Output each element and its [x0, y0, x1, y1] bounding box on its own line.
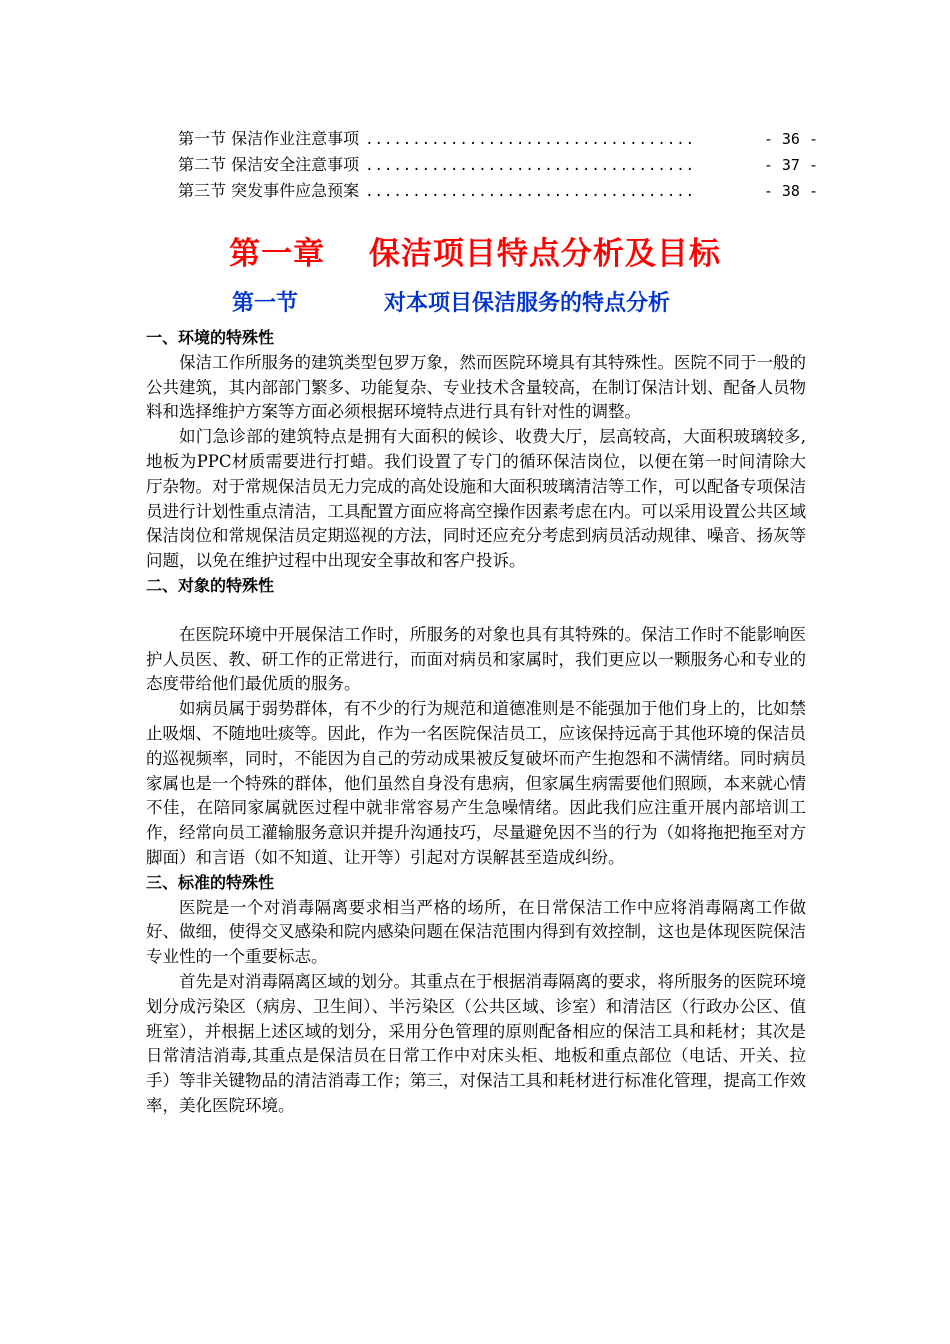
section-number: 第一节 [232, 291, 299, 316]
toc-page-number: - 36 - [763, 130, 818, 148]
table-of-contents [178, 126, 818, 204]
subsection-heading: 二、对象的特殊性 [146, 575, 275, 595]
body-text [146, 326, 806, 1119]
paragraph: 医院是一个对消毒隔离要求相当严格的场所，在日常保洁工作中应将消毒隔离工作做好、做细，使得交叉感染和院内感染问题在保洁范围内得到有效控制，这也是体现医院保洁专业性的一个重要标志。 [146, 897, 806, 967]
paragraph: 保洁工作所服务的建筑类型包罗万象，然而医院环境具有其特殊性。医院不同于一般的公共建筑，其内部部门繁多、功能复杂、专业技术含量较高，在制订保洁计划、配备人员物料和选择维护方案等方面必须根据环境特点进行具有针对性的调整。 [146, 352, 806, 422]
paragraph: 在医院环境中开展保洁工作时，所服务的对象也具有其特殊的。保洁工作时不能影响医护人员医、教、研工作的正常进行，而面对病员和家属时，我们更应以一颗服务心和专业的态度带给他们最优质的服务。 [146, 624, 806, 694]
paragraph: 如病员属于弱势群体，有不少的行为规范和道德准则是不能强加于他们身上的，比如禁止吸烟、不随地吐痰等。因此，作为一名医院保洁员工，应该保持远高于其他环境的保洁员的巡视频率，同时，不能因为自己的劳动成果被反复破坏而产生抱怨和不满情绪。同时病员家属也是一个特殊的群体，他们虽然自身没有患病，但家属生病需要他们照顾，本来就心情不佳，在陪同家属就医过程中就非常容易产生急噪情绪。因此我们应注重开展内部培训工作，经常向员工灌输服务意识并提升沟通技巧，尽量避免因不当的行为（如将拖把拖至对方脚面）和言语（如不知道、让开等）引起对方误解甚至造成纠纷。 [146, 699, 806, 867]
toc-leader-dots: ................................... [365, 184, 696, 200]
toc-leader-dots: ................................... [365, 158, 696, 174]
toc-leader-dots: ................................... [365, 132, 696, 148]
toc-entry[interactable] [178, 178, 818, 204]
toc-entry-title: 第三节 突发事件应急预案 [178, 181, 360, 200]
subsection-heading: 一、环境的特殊性 [146, 328, 275, 347]
spacer [146, 599, 806, 623]
paragraph: 首先是对消毒隔离区域的划分。其重点在于根据消毒隔离的要求，将所服务的医院环境划分成污染区（病房、卫生间）、半污染区（公共区域、诊室）和清洁区（行政办公区、值班室），并根据上述区域的划分，采用分色管理的原则配备相应的保洁工具和耗材；其次是日常清洁消毒,其重点是保洁员在日常工作中对床头柜、地板和重点部位（电话、开关、拉手）等非关键物品的清洁消毒工作；第三，对保洁工具和耗材进行标准化管理，提高工作效率，美化医院环境。 [146, 971, 806, 1115]
subsection-heading: 三、标准的特殊性 [146, 872, 275, 892]
toc-entry[interactable] [178, 152, 818, 178]
toc-page-number: - 37 - [763, 156, 818, 174]
paragraph: 如门急诊部的建筑特点是拥有大面积的候诊、收费大厅，层高较高，大面积玻璃较多,地板为PPC材质需要进行打蜡。我们设置了专门的循环保洁岗位，以便在第一时间清除大厅杂物。对于常规保洁员无力完成的高处设施和大面积玻璃清洁等工作，可以配备专项保洁员进行计划性重点清洁，工具配置方面应将高空操作因素考虑在内。可以采用设置公共区域保洁岗位和常规保洁员定期巡视的方法，同时还应充分考虑到病员活动规律、噪音、扬灰等问题，以免在维护过程中出现安全事故和客户投诉。 [146, 427, 806, 571]
chapter-title: 第一章 保洁项目特点分析及目标 [229, 236, 721, 272]
toc-entry-title: 第一节 保洁作业注意事项 [178, 129, 360, 148]
toc-entry[interactable] [178, 126, 818, 152]
toc-entry-title: 第二节 保洁安全注意事项 [178, 155, 360, 174]
toc-page-number: - 38 - [763, 182, 818, 200]
section-title [232, 286, 792, 317]
section-heading-text: 对本项目保洁服务的特点分析 [384, 291, 671, 316]
